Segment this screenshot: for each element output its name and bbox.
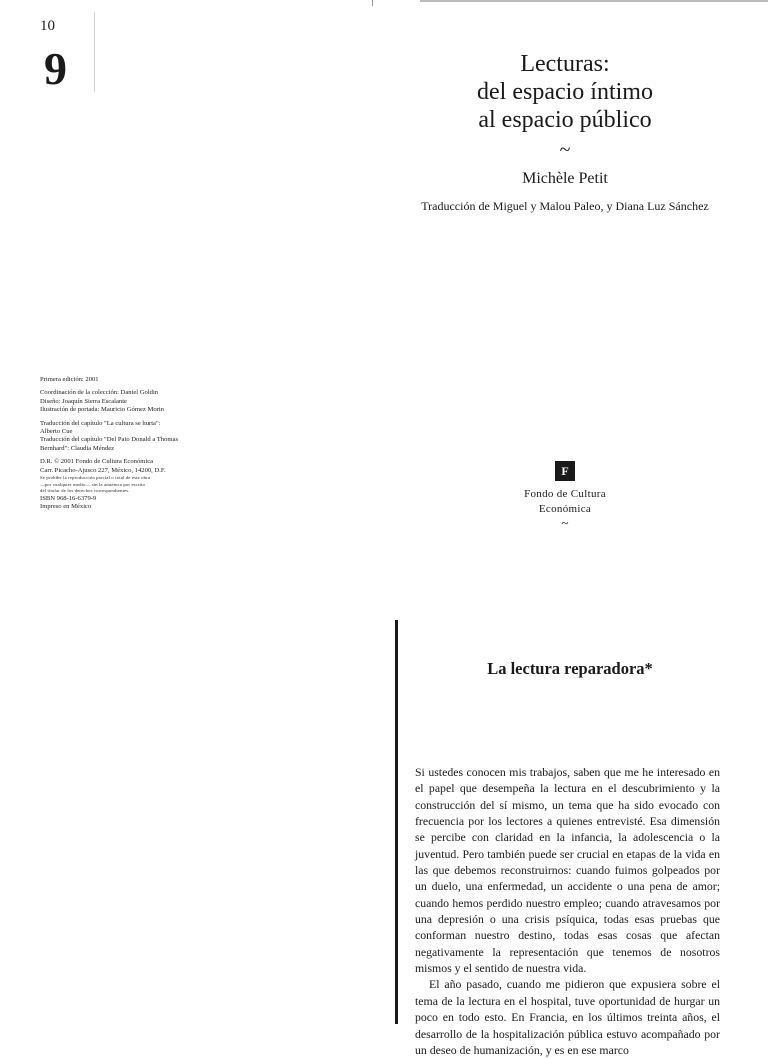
rights-line-1: Se prohíbe la reproducción parcial o total de esta obra xyxy=(40,475,151,481)
isbn: ISBN 968-16-6379-9 xyxy=(40,494,97,502)
chapter-divider xyxy=(94,12,95,92)
top-edge-rule xyxy=(420,0,768,2)
title-line-3: al espacio público xyxy=(478,107,652,133)
paragraph-1: Si ustedes conocen mis trabajos, saben que me he interesado en el papel que desempeña la lectura en el descubrimiento y la construcción del sí mismo, un tema que ha sido evocado con frecuencia por los lectores a quienes entrevisté. Esa dimensión se percibe con claridad en la infancia, la adolescencia o la juventud. Pero también puede ser crucial en etapas de la vida en las que debemos reconstruirnos: cuando fuimos golpeados por un duelo, una enfermedad, un accidente o una pena de amor; cuando hemos perdido nuestro empleo; cuando atravesamos por una depresión o una crisis psíquica, todas esas pruebas que conforman nuestro destino, todas esas cosas que afectan negativamente la representación que tenemos de nosotros mismos y el sentido de nuestra vida. xyxy=(415,765,720,976)
cover-credit: Ilustración de portada: Mauricio Gómez Morin xyxy=(40,406,164,414)
author-name: Michèle Petit xyxy=(522,170,608,187)
title-line-1: Lecturas: xyxy=(520,51,610,77)
rights-line-2: —por cualquier medio— sin la anuencia por escrito xyxy=(40,481,146,487)
top-edge-tick xyxy=(372,0,373,6)
body-text xyxy=(415,764,720,1058)
copyright-line: D.R. © 2001 Fondo de Cultura Económica xyxy=(40,458,154,466)
title-block xyxy=(420,50,710,188)
credits-block xyxy=(40,376,240,517)
rights-line-3: del titular de los derechos correspondientes. xyxy=(40,488,130,494)
paragraph-2: El año pasado, cuando me pidieron que expusiera sobre el tema de la lectura en el hospital, tuve oportunidad de hurgar un poco en todo esto. En Francia, en los últimos treinta años, el desarrollo de la hospitalización pública estuvo acompañado por un deseo de humanización, y es en ese marco xyxy=(415,977,720,1057)
first-edition: Primera edición: 2001 xyxy=(40,376,99,383)
section-title: La lectura reparadora* xyxy=(487,659,653,678)
page-number: 10 xyxy=(40,18,55,34)
translation-credit: Traducción de Miguel y Malou Paleo, y Diana Luz Sánchez xyxy=(421,199,709,213)
printed-in: Impreso en México xyxy=(40,503,92,511)
chapter-translation-2b: Bernhard": Claudia Méndez xyxy=(40,444,115,452)
chapter-translation-1b: Alberto Cue xyxy=(40,428,73,436)
publisher-ornament: ~ xyxy=(561,515,569,530)
publisher-name-line-2: Económica xyxy=(538,503,592,515)
design-credit: Diseño: Joaquín Sierra Escalante xyxy=(40,397,127,405)
title-ornament: ~ xyxy=(559,139,571,161)
publisher-address: Carr. Picacho-Ajusco 227, México, 14200, D.F. xyxy=(40,466,166,474)
chapter-number: 9 xyxy=(44,43,67,94)
page-edge-rule xyxy=(395,620,398,1024)
coordination-credit: Coordinación de la colección: Daniel Goldin xyxy=(40,389,159,397)
chapter-translation-2a: Traducción del capítulo "Del Pato Donald a Thomas xyxy=(40,436,179,444)
publisher-block xyxy=(470,461,660,529)
publisher-logo-icon: F xyxy=(555,461,575,481)
chapter-translation-1a: Traducción del capítulo "La cultura se hurta": xyxy=(40,419,161,427)
publisher-name-line-1: Fondo de Cultura xyxy=(524,488,606,500)
title-line-2: del espacio íntimo xyxy=(477,79,653,105)
